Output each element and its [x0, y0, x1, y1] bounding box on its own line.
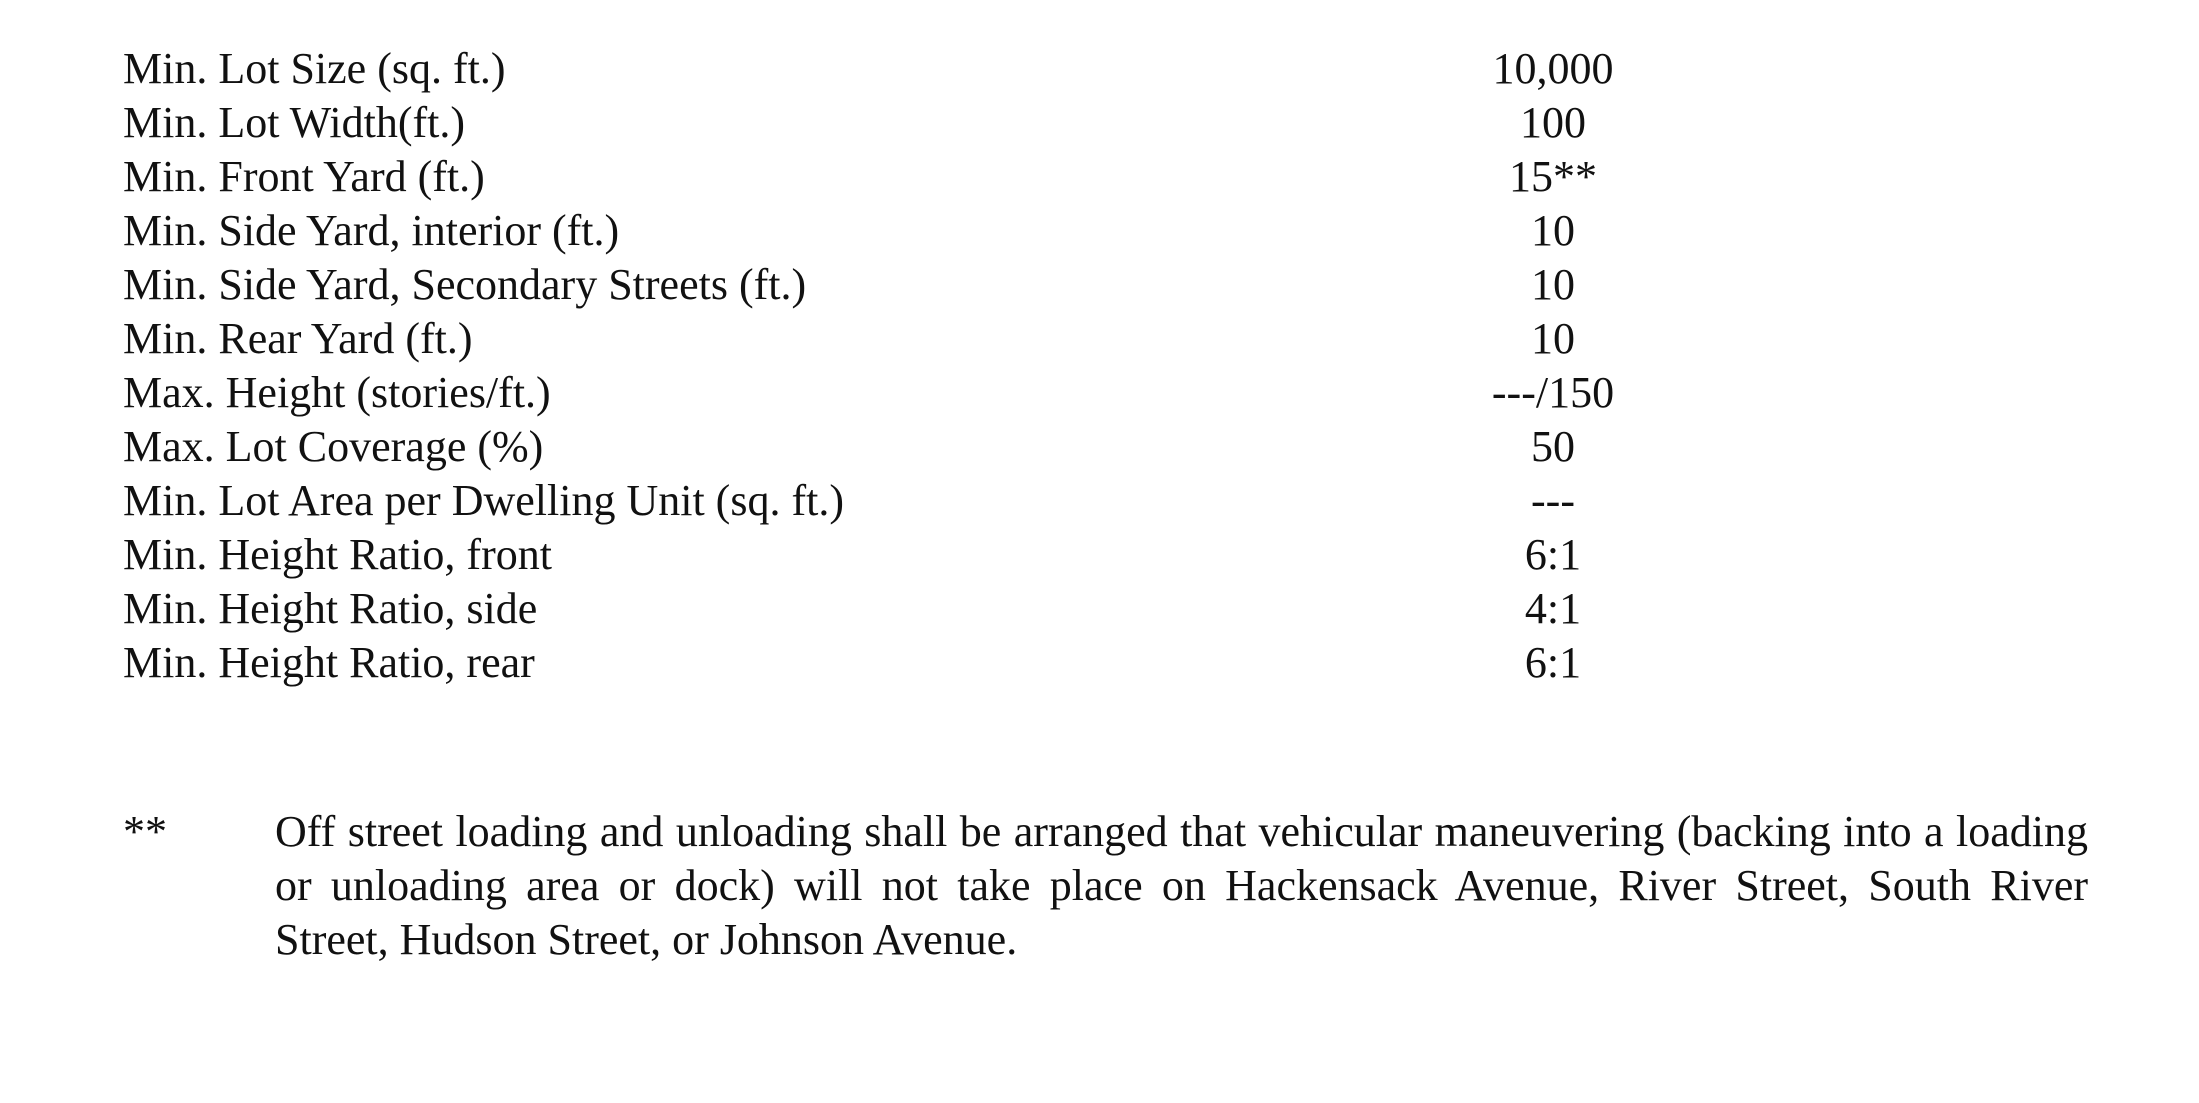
table-row	[123, 528, 1683, 582]
requirement-label: Min. Height Ratio, front	[123, 530, 552, 579]
requirement-label: Min. Rear Yard (ft.)	[123, 314, 473, 363]
requirement-value: 50	[1531, 422, 1575, 471]
requirement-value: 10	[1531, 206, 1575, 255]
requirement-value: 4:1	[1524, 584, 1582, 633]
table-row	[123, 150, 1683, 204]
table-row	[123, 582, 1683, 636]
requirement-label: Max. Lot Coverage (%)	[123, 422, 544, 471]
requirement-label: Min. Front Yard (ft.)	[123, 152, 485, 201]
requirement-value: 6:1	[1524, 530, 1582, 579]
requirement-label: Min. Lot Area per Dwelling Unit (sq. ft.)	[123, 476, 844, 525]
requirement-label: Min. Lot Width(ft.)	[123, 98, 466, 147]
requirement-label: Min. Height Ratio, rear	[123, 638, 535, 687]
requirement-value: ---/150	[1491, 368, 1615, 417]
requirement-value: 15**	[1509, 152, 1597, 201]
requirement-label: Max. Height (stories/ft.)	[123, 368, 551, 417]
table-row	[123, 96, 1683, 150]
table-row	[123, 366, 1683, 420]
table-row	[123, 42, 1683, 96]
requirement-label: Min. Lot Size (sq. ft.)	[123, 44, 506, 93]
footnote-mark: **	[123, 807, 167, 856]
table-row	[123, 420, 1683, 474]
table-row	[123, 636, 1683, 690]
requirement-label: Min. Height Ratio, side	[123, 584, 538, 633]
requirement-value: 10	[1531, 260, 1575, 309]
requirement-label: Min. Side Yard, Secondary Streets (ft.)	[123, 260, 807, 309]
requirement-value: 100	[1520, 98, 1586, 147]
table-row	[123, 312, 1683, 366]
zoning-requirements-table	[123, 42, 1683, 690]
requirement-label: Min. Side Yard, interior (ft.)	[123, 206, 620, 255]
requirement-value: 10,000	[1492, 44, 1614, 93]
requirement-value: 10	[1531, 314, 1575, 363]
table-row	[123, 204, 1683, 258]
table-row	[123, 474, 1683, 528]
requirement-value: ---	[1531, 476, 1575, 525]
footnote-text: Off street loading and unloading shall be arranged that vehicular maneuvering (backing into a loading or unloading area or dock) will not take place on Hackensack Avenue, River Street, South River Street, Hudson Street, or Johnson Avenue.	[275, 807, 2088, 964]
requirement-value: 6:1	[1524, 638, 1582, 687]
table-row	[123, 258, 1683, 312]
